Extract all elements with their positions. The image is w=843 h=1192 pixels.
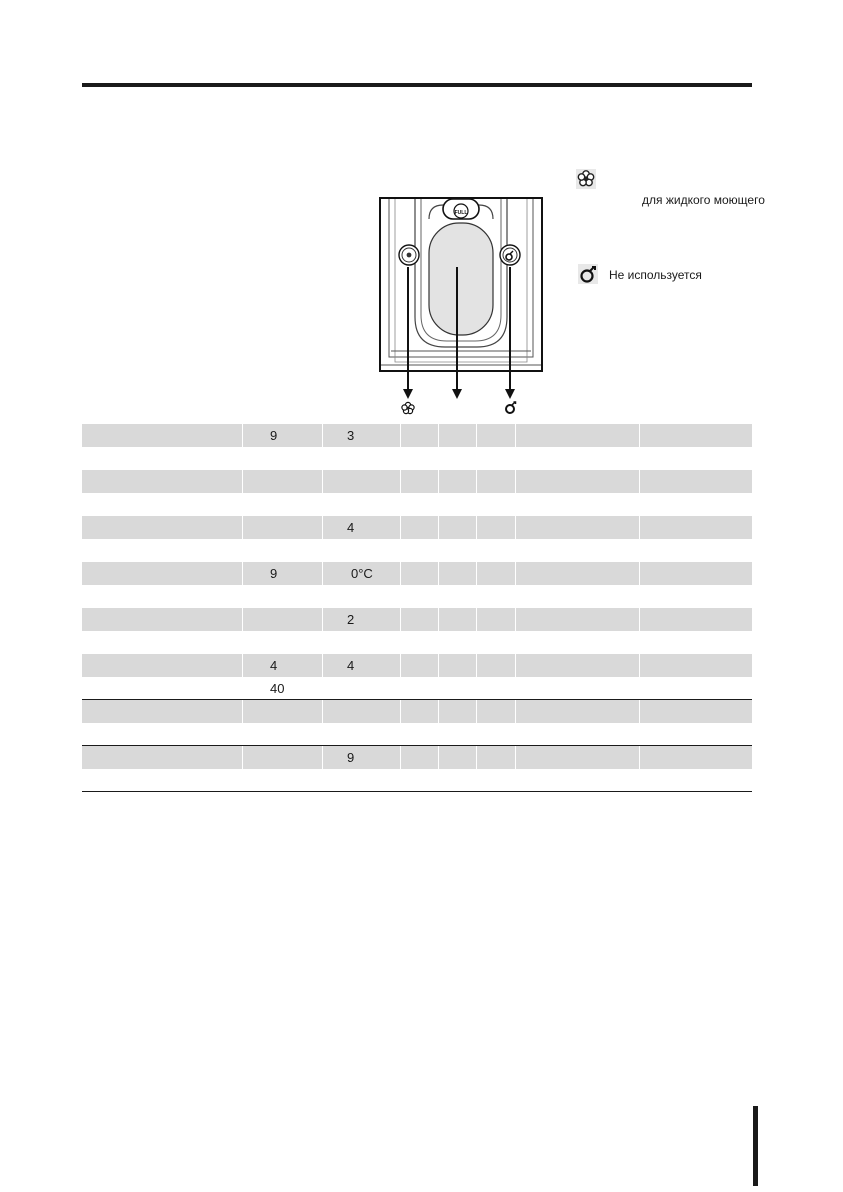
table-row — [82, 493, 752, 516]
table-cell — [477, 746, 516, 769]
table-cell — [439, 447, 477, 470]
table-cell — [516, 631, 640, 654]
table-cell — [82, 700, 243, 723]
table-cell: 4 — [243, 654, 323, 677]
table-cell — [439, 585, 477, 608]
table-cell — [401, 700, 439, 723]
table-cell — [516, 516, 640, 539]
table-row — [82, 723, 752, 746]
table-cell — [401, 493, 439, 516]
table-cell — [323, 539, 401, 562]
table-cell: 9 — [243, 424, 323, 447]
table-cell — [640, 585, 752, 608]
table-cell — [243, 700, 323, 723]
table-row — [82, 746, 752, 769]
table-cell — [401, 562, 439, 585]
table-row — [82, 562, 752, 585]
table-cell: 4 — [323, 516, 401, 539]
table-cell — [243, 516, 323, 539]
table-cell — [640, 470, 752, 493]
table-cell: 3 — [323, 424, 401, 447]
table-cell — [640, 746, 752, 769]
table-cell — [82, 608, 243, 631]
table-cell — [516, 424, 640, 447]
table-cell — [401, 677, 439, 700]
table-cell — [323, 631, 401, 654]
table-cell — [516, 723, 640, 746]
table-cell — [323, 470, 401, 493]
table-cell — [82, 424, 243, 447]
table-cell: 9 — [323, 746, 401, 769]
table-cell — [82, 539, 243, 562]
table-cell — [640, 493, 752, 516]
table-cell — [439, 562, 477, 585]
flower-legend-text: для жидкого моющего — [642, 193, 765, 207]
table-cell — [477, 723, 516, 746]
table-cell — [82, 769, 243, 792]
table-cell — [243, 585, 323, 608]
table-cell — [401, 769, 439, 792]
table-cell — [516, 539, 640, 562]
table-cell — [439, 631, 477, 654]
table-cell — [477, 700, 516, 723]
table-cell — [640, 539, 752, 562]
table-cell — [516, 447, 640, 470]
table-cell — [82, 654, 243, 677]
table-cell — [82, 677, 243, 700]
table-cell — [439, 746, 477, 769]
table-cell — [439, 723, 477, 746]
table-cell — [439, 424, 477, 447]
table-cell — [82, 585, 243, 608]
table-cell — [243, 608, 323, 631]
table-cell — [401, 447, 439, 470]
table-cell — [243, 447, 323, 470]
table-cell — [323, 700, 401, 723]
table-cell — [516, 470, 640, 493]
table-cell — [401, 746, 439, 769]
table-cell — [477, 470, 516, 493]
table-cell — [439, 700, 477, 723]
table-row — [82, 700, 752, 723]
table-cell — [243, 470, 323, 493]
table-cell — [401, 631, 439, 654]
table-cell — [401, 516, 439, 539]
table-cell — [439, 516, 477, 539]
table-cell — [640, 631, 752, 654]
table-cell — [243, 493, 323, 516]
page-edge-bar — [753, 1106, 758, 1186]
table-cell — [477, 654, 516, 677]
table-cell — [640, 562, 752, 585]
table-cell — [82, 470, 243, 493]
table-cell — [516, 585, 640, 608]
table-cell: 2 — [323, 608, 401, 631]
table-row — [82, 516, 752, 539]
table-cell — [516, 654, 640, 677]
table-cell — [640, 769, 752, 792]
table-cell — [439, 470, 477, 493]
table-cell — [477, 516, 516, 539]
table-cell — [640, 608, 752, 631]
table-cell — [439, 608, 477, 631]
table-cell — [516, 608, 640, 631]
table-cell — [516, 562, 640, 585]
table-row — [82, 424, 752, 447]
table-cell — [477, 631, 516, 654]
table-cell — [323, 585, 401, 608]
table-cell — [401, 654, 439, 677]
table-cell — [323, 493, 401, 516]
table-cell — [477, 424, 516, 447]
table-cell — [323, 447, 401, 470]
table-cell — [82, 631, 243, 654]
table-cell — [516, 700, 640, 723]
table-cell — [323, 723, 401, 746]
table-cell — [640, 723, 752, 746]
table-cell — [243, 769, 323, 792]
table-cell — [516, 769, 640, 792]
table-cell: 9 — [243, 562, 323, 585]
softener-icon — [578, 264, 598, 284]
table-cell — [243, 746, 323, 769]
table-cell — [640, 654, 752, 677]
table-cell — [640, 424, 752, 447]
table-row — [82, 470, 752, 493]
table-cell — [439, 769, 477, 792]
table-cell — [477, 447, 516, 470]
table-cell — [323, 677, 401, 700]
table-cell — [640, 700, 752, 723]
table-cell — [516, 746, 640, 769]
table-cell — [401, 608, 439, 631]
top-rule — [82, 83, 752, 87]
table-cell — [243, 539, 323, 562]
table-row — [82, 769, 752, 792]
table-cell — [401, 470, 439, 493]
table-cell — [516, 677, 640, 700]
table-cell — [477, 539, 516, 562]
table-row — [82, 608, 752, 631]
table-cell: 4 — [323, 654, 401, 677]
table-cell — [82, 493, 243, 516]
table-cell: 40 — [270, 681, 285, 696]
table-cell — [439, 493, 477, 516]
table-cell — [439, 677, 477, 700]
table-cell — [477, 562, 516, 585]
table-cell — [82, 562, 243, 585]
table-cell — [323, 769, 401, 792]
table-row — [82, 631, 752, 654]
table-row — [82, 585, 752, 608]
table-cell — [516, 493, 640, 516]
table-cell — [640, 447, 752, 470]
table-cell — [401, 424, 439, 447]
softener-legend-text: Не используется — [609, 268, 702, 282]
table-cell: 0°C — [323, 562, 401, 585]
table-cell — [477, 769, 516, 792]
table-cell — [477, 677, 516, 700]
table-cell — [82, 447, 243, 470]
flower-icon — [576, 169, 596, 189]
table-cell — [439, 539, 477, 562]
table-cell — [82, 516, 243, 539]
table-cell — [401, 539, 439, 562]
svg-text:FULL: FULL — [454, 210, 468, 216]
table-cell — [477, 493, 516, 516]
program-table — [82, 424, 752, 792]
table-cell — [401, 585, 439, 608]
table-cell — [401, 723, 439, 746]
table-cell — [439, 654, 477, 677]
table-row — [82, 677, 752, 700]
table-cell — [243, 723, 323, 746]
table-cell — [477, 585, 516, 608]
table-cell — [82, 746, 243, 769]
detergent-drawer-diagram — [379, 197, 543, 415]
table-row — [82, 539, 752, 562]
table-row — [82, 654, 752, 677]
table-cell — [640, 677, 752, 700]
table-cell — [640, 516, 752, 539]
table-cell — [82, 723, 243, 746]
table-cell — [243, 631, 323, 654]
table-cell — [477, 608, 516, 631]
table-row — [82, 447, 752, 470]
